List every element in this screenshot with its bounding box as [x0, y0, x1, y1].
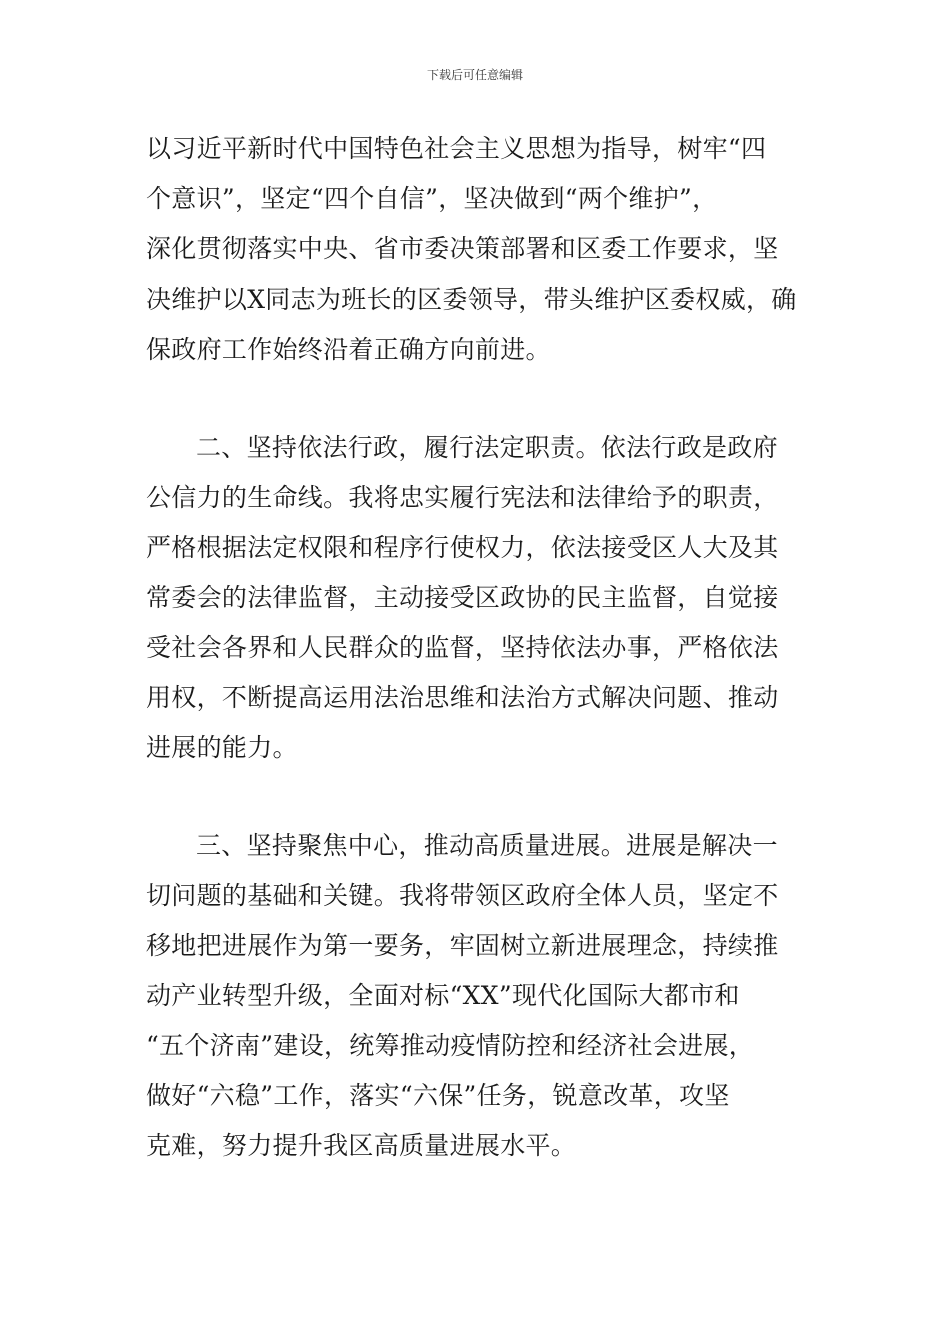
text-line: 深化贯彻落实中央、省市委决策部署和区委工作要求，坚	[146, 234, 779, 263]
text-line: 克难，努力提升我区高质量进展水平。	[146, 1131, 577, 1160]
text-line: 移地把进展作为第一要务，牢固树立新进展理念，持续推	[146, 931, 779, 960]
text-line: “五个济南”建设，统筹推动疫情防控和经济社会进展，	[146, 1031, 755, 1060]
text-line: 二、坚持依法行政，履行法定职责。依法行政是政府	[196, 433, 778, 462]
text-line: 进展的能力。	[146, 733, 298, 762]
text-line: 切问题的基础和关键。我将带领区政府全体人员，坚定不	[146, 881, 779, 910]
text-line: 个意识”，坚定“四个自信”，坚决做到“两个维护”，	[146, 184, 718, 213]
text-line: 公信力的生命线。我将忠实履行宪法和法律给予的职责，	[146, 483, 779, 512]
text-line: 做好“六稳”工作，落实“六保”任务，锐意改革，攻坚	[146, 1081, 730, 1110]
text-line: 三、坚持聚焦中心，推动高质量进展。进展是解决一	[196, 831, 778, 860]
text-line: 以习近平新时代中国特色社会主义思想为指导，树牢“四	[146, 134, 767, 163]
text-line: 受社会各界和人民群众的监督，坚持依法办事，严格依法	[146, 633, 779, 662]
text-line: 保政府工作始终沿着正确方向前进。	[146, 335, 551, 364]
text-line: 严格根据法定权限和程序行使权力，依法接受区人大及其	[146, 533, 779, 562]
page-header: 下载后可任意编辑	[426, 68, 523, 82]
text-line: 用权，不断提高运用法治思维和法治方式解决问题、推动	[146, 683, 779, 712]
text-line: 动产业转型升级，全面对标“XX”现代化国际大都市和	[146, 981, 740, 1010]
text-line: 决维护以X同志为班长的区委领导，带头维护区委权威，确	[146, 285, 797, 314]
text-line: 常委会的法律监督，主动接受区政协的民主监督，自觉接	[146, 583, 779, 612]
